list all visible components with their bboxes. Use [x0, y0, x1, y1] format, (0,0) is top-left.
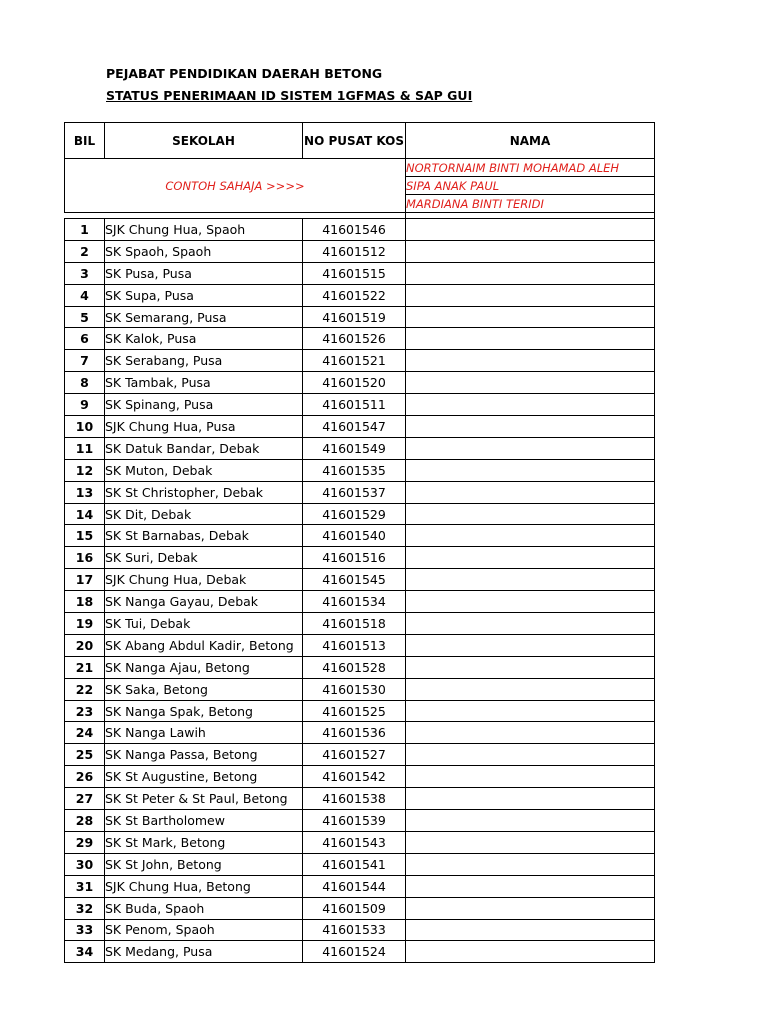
cost-center-cell: 41601529 — [303, 503, 406, 525]
cost-center-cell: 41601542 — [303, 766, 406, 788]
table-row — [65, 656, 655, 678]
school-name-cell: SK Buda, Spaoh — [105, 897, 303, 919]
cost-center-cell: 41601521 — [303, 350, 406, 372]
column-header-no-pusat-kos: NO PUSAT KOS — [303, 123, 406, 159]
table-row — [65, 722, 655, 744]
cost-center-cell: 41601549 — [303, 437, 406, 459]
row-number: 17 — [65, 569, 105, 591]
table-row — [65, 744, 655, 766]
sample-name[interactable]: SIPA ANAK PAUL — [406, 177, 655, 195]
page-subtitle: STATUS PENERIMAAN ID SISTEM 1GFMAS & SAP GUI — [106, 88, 473, 103]
row-number: 25 — [65, 744, 105, 766]
name-cell[interactable] — [406, 700, 655, 722]
name-cell[interactable] — [406, 306, 655, 328]
row-number: 7 — [65, 350, 105, 372]
page-title: PEJABAT PENDIDIKAN DAERAH BETONG — [106, 66, 383, 81]
school-name-cell: SK Saka, Betong — [105, 678, 303, 700]
school-name-cell: SJK Chung Hua, Debak — [105, 569, 303, 591]
row-number: 21 — [65, 656, 105, 678]
row-number: 2 — [65, 240, 105, 262]
cost-center-cell: 41601543 — [303, 831, 406, 853]
row-number: 10 — [65, 416, 105, 438]
table-row — [65, 853, 655, 875]
name-cell[interactable] — [406, 262, 655, 284]
name-cell[interactable] — [406, 941, 655, 963]
name-cell[interactable] — [406, 437, 655, 459]
school-name-cell: SK St Christopher, Debak — [105, 481, 303, 503]
row-number: 19 — [65, 613, 105, 635]
cost-center-cell: 41601526 — [303, 328, 406, 350]
row-number: 8 — [65, 372, 105, 394]
row-number: 16 — [65, 547, 105, 569]
school-name-cell: SK Nanga Gayau, Debak — [105, 591, 303, 613]
table-row — [65, 634, 655, 656]
table-row — [65, 240, 655, 262]
row-number: 3 — [65, 262, 105, 284]
cost-center-cell: 41601509 — [303, 897, 406, 919]
row-number: 4 — [65, 284, 105, 306]
cost-center-cell: 41601544 — [303, 875, 406, 897]
school-name-cell: SK St Peter & St Paul, Betong — [105, 788, 303, 810]
cost-center-cell: 41601538 — [303, 788, 406, 810]
cost-center-cell: 41601527 — [303, 744, 406, 766]
school-name-cell: SK Spinang, Pusa — [105, 394, 303, 416]
table-row — [65, 416, 655, 438]
cost-center-cell: 41601541 — [303, 853, 406, 875]
row-number: 30 — [65, 853, 105, 875]
row-number: 1 — [65, 219, 105, 241]
name-cell[interactable] — [406, 525, 655, 547]
column-header-nama: NAMA — [406, 123, 655, 159]
sample-name[interactable]: NORTORNAIM BINTI MOHAMAD ALEH — [406, 159, 655, 177]
table-row — [65, 941, 655, 963]
table-row — [65, 810, 655, 832]
row-number: 29 — [65, 831, 105, 853]
table-row — [65, 459, 655, 481]
row-number: 32 — [65, 897, 105, 919]
name-cell[interactable] — [406, 788, 655, 810]
school-name-cell: SK St John, Betong — [105, 853, 303, 875]
table-row — [65, 284, 655, 306]
cost-center-cell: 41601520 — [303, 372, 406, 394]
row-number: 15 — [65, 525, 105, 547]
table-row — [65, 437, 655, 459]
cost-center-cell: 41601534 — [303, 591, 406, 613]
name-cell[interactable] — [406, 810, 655, 832]
row-number: 27 — [65, 788, 105, 810]
name-cell[interactable] — [406, 897, 655, 919]
name-cell[interactable] — [406, 284, 655, 306]
cost-center-cell: 41601530 — [303, 678, 406, 700]
cost-center-cell: 41601524 — [303, 941, 406, 963]
table-row — [65, 788, 655, 810]
row-number: 13 — [65, 481, 105, 503]
school-name-cell: SK St Barnabas, Debak — [105, 525, 303, 547]
cost-center-cell: 41601547 — [303, 416, 406, 438]
school-name-cell: SJK Chung Hua, Spaoh — [105, 219, 303, 241]
cost-center-cell: 41601516 — [303, 547, 406, 569]
cost-center-cell: 41601522 — [303, 284, 406, 306]
table-row — [65, 569, 655, 591]
row-number: 34 — [65, 941, 105, 963]
row-number: 26 — [65, 766, 105, 788]
table-row — [65, 525, 655, 547]
school-name-cell: SJK Chung Hua, Pusa — [105, 416, 303, 438]
school-name-cell: SK Nanga Passa, Betong — [105, 744, 303, 766]
row-number: 18 — [65, 591, 105, 613]
school-name-cell: SK Pusa, Pusa — [105, 262, 303, 284]
column-header-sekolah: SEKOLAH — [105, 123, 303, 159]
table-row — [65, 372, 655, 394]
name-cell[interactable] — [406, 853, 655, 875]
row-number: 31 — [65, 875, 105, 897]
row-number: 20 — [65, 634, 105, 656]
school-name-cell: SK Penom, Spaoh — [105, 919, 303, 941]
row-number: 22 — [65, 678, 105, 700]
school-name-cell: SK St Augustine, Betong — [105, 766, 303, 788]
table-row — [65, 262, 655, 284]
cost-center-cell: 41601525 — [303, 700, 406, 722]
cost-center-cell: 41601515 — [303, 262, 406, 284]
school-name-cell: SJK Chung Hua, Betong — [105, 875, 303, 897]
school-name-cell: SK Muton, Debak — [105, 459, 303, 481]
cost-center-cell: 41601540 — [303, 525, 406, 547]
name-cell[interactable] — [406, 875, 655, 897]
table-row — [65, 547, 655, 569]
table-row — [65, 394, 655, 416]
row-number: 6 — [65, 328, 105, 350]
cost-center-cell: 41601512 — [303, 240, 406, 262]
row-number: 23 — [65, 700, 105, 722]
school-name-cell: SK Spaoh, Spaoh — [105, 240, 303, 262]
table-row — [65, 700, 655, 722]
row-number: 14 — [65, 503, 105, 525]
cost-center-cell: 41601546 — [303, 219, 406, 241]
row-number: 11 — [65, 437, 105, 459]
name-cell[interactable] — [406, 350, 655, 372]
name-cell[interactable] — [406, 219, 655, 241]
table-row — [65, 306, 655, 328]
name-cell[interactable] — [406, 240, 655, 262]
row-number: 5 — [65, 306, 105, 328]
table-header-row — [65, 123, 655, 159]
name-cell[interactable] — [406, 613, 655, 635]
name-cell[interactable] — [406, 722, 655, 744]
school-name-cell: SK Tui, Debak — [105, 613, 303, 635]
cost-center-cell: 41601535 — [303, 459, 406, 481]
table-row — [65, 897, 655, 919]
row-number: 28 — [65, 810, 105, 832]
cost-center-cell: 41601539 — [303, 810, 406, 832]
name-cell[interactable] — [406, 394, 655, 416]
cost-center-cell: 41601545 — [303, 569, 406, 591]
cost-center-cell: 41601536 — [303, 722, 406, 744]
name-cell[interactable] — [406, 766, 655, 788]
table-row — [65, 328, 655, 350]
cost-center-cell: 41601528 — [303, 656, 406, 678]
school-name-cell: SK Abang Abdul Kadir, Betong — [105, 634, 303, 656]
document-header — [106, 66, 472, 104]
school-name-cell: SK Semarang, Pusa — [105, 306, 303, 328]
name-cell[interactable] — [406, 372, 655, 394]
school-name-cell: SK Nanga Spak, Betong — [105, 700, 303, 722]
table-row — [65, 350, 655, 372]
school-name-cell: SK Suri, Debak — [105, 547, 303, 569]
name-cell[interactable] — [406, 416, 655, 438]
school-name-cell: SK Tambak, Pusa — [105, 372, 303, 394]
table-row — [65, 591, 655, 613]
school-name-cell: SK Dit, Debak — [105, 503, 303, 525]
sample-row — [65, 159, 655, 177]
school-name-cell: SK Datuk Bandar, Debak — [105, 437, 303, 459]
school-name-cell: SK St Bartholomew — [105, 810, 303, 832]
school-name-cell: SK Nanga Ajau, Betong — [105, 656, 303, 678]
cost-center-cell: 41601511 — [303, 394, 406, 416]
row-number: 9 — [65, 394, 105, 416]
table-row — [65, 219, 655, 241]
name-cell[interactable] — [406, 744, 655, 766]
name-cell[interactable] — [406, 634, 655, 656]
row-number: 12 — [65, 459, 105, 481]
table-row — [65, 503, 655, 525]
cost-center-cell: 41601537 — [303, 481, 406, 503]
cost-center-cell: 41601518 — [303, 613, 406, 635]
school-name-cell: SK Kalok, Pusa — [105, 328, 303, 350]
table-row — [65, 613, 655, 635]
column-header-bil: BIL — [65, 123, 105, 159]
row-number: 24 — [65, 722, 105, 744]
name-cell[interactable] — [406, 328, 655, 350]
name-cell[interactable] — [406, 919, 655, 941]
row-number: 33 — [65, 919, 105, 941]
name-cell[interactable] — [406, 569, 655, 591]
name-cell[interactable] — [406, 656, 655, 678]
status-table — [64, 122, 655, 963]
cost-center-cell: 41601519 — [303, 306, 406, 328]
sample-name[interactable]: MARDIANA BINTI TERIDI — [406, 195, 655, 213]
name-cell[interactable] — [406, 503, 655, 525]
school-name-cell: SK Supa, Pusa — [105, 284, 303, 306]
table-row — [65, 875, 655, 897]
school-name-cell: SK Serabang, Pusa — [105, 350, 303, 372]
table-row — [65, 919, 655, 941]
table-row — [65, 831, 655, 853]
school-name-cell: SK Nanga Lawih — [105, 722, 303, 744]
sample-label: CONTOH SAHAJA >>>> — [65, 159, 406, 213]
school-name-cell: SK St Mark, Betong — [105, 831, 303, 853]
cost-center-cell: 41601513 — [303, 634, 406, 656]
cost-center-cell: 41601533 — [303, 919, 406, 941]
table-row — [65, 481, 655, 503]
name-cell[interactable] — [406, 459, 655, 481]
name-cell[interactable] — [406, 481, 655, 503]
table-row — [65, 766, 655, 788]
school-name-cell: SK Medang, Pusa — [105, 941, 303, 963]
name-cell[interactable] — [406, 547, 655, 569]
table-row — [65, 678, 655, 700]
name-cell[interactable] — [406, 591, 655, 613]
name-cell[interactable] — [406, 678, 655, 700]
name-cell[interactable] — [406, 831, 655, 853]
